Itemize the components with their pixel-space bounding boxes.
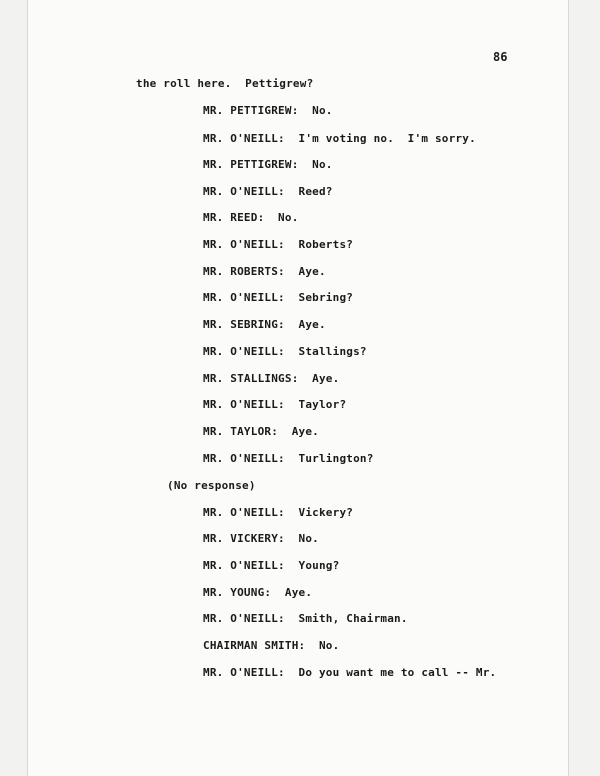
transcript-line: (No response): [167, 479, 256, 492]
transcript-line: MR. PETTIGREW: No.: [203, 104, 333, 117]
transcript-line: MR. O'NEILL: Reed?: [203, 185, 333, 198]
transcript-line: MR. REED: No.: [203, 211, 299, 224]
transcript-line: MR. O'NEILL: Vickery?: [203, 506, 354, 519]
transcript-line: MR. O'NEILL: Stallings?: [203, 345, 367, 358]
transcript-line: MR. O'NEILL: Young?: [203, 559, 340, 572]
transcript-line: MR. YOUNG: Aye.: [203, 586, 313, 599]
transcript-line: MR. O'NEILL: Sebring?: [203, 291, 354, 304]
transcript-line: MR. ROBERTS: Aye.: [203, 265, 326, 278]
transcript-line: MR. PETTIGREW: No.: [203, 158, 333, 171]
page-number: 86: [493, 50, 508, 64]
transcript-line: MR. O'NEILL: Smith, Chairman.: [203, 612, 408, 625]
transcript-line: MR. STALLINGS: Aye.: [203, 372, 340, 385]
transcript-line: MR. TAYLOR: Aye.: [203, 425, 319, 438]
transcript-line: MR. SEBRING: Aye.: [203, 318, 326, 331]
transcript-line: MR. O'NEILL: Do you want me to call -- Mr.: [203, 666, 497, 679]
transcript-line: MR. VICKERY: No.: [203, 532, 319, 545]
transcript-page: [27, 0, 569, 776]
transcript-line: the roll here. Pettigrew?: [136, 77, 314, 90]
transcript-line: MR. O'NEILL: Turlington?: [203, 452, 374, 465]
transcript-line: MR. O'NEILL: Roberts?: [203, 238, 354, 251]
transcript-line: MR. O'NEILL: Taylor?: [203, 398, 347, 411]
transcript-line: MR. O'NEILL: I'm voting no. I'm sorry.: [203, 132, 476, 145]
transcript-line: CHAIRMAN SMITH: No.: [203, 639, 340, 652]
